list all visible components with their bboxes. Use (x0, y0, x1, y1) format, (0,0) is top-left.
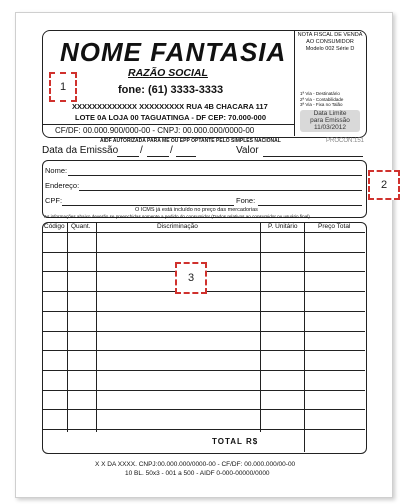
cnpj-divider (42, 124, 294, 125)
address-line-1: XXXXXXXXXXXXX XXXXXXXXX RUA 4B CHACARA 117 (72, 102, 268, 111)
vias-list: 1ª Via - Destinatário 2ª Via - Contabilidade 3ª Via - Fixa no Talão (300, 91, 344, 107)
items-table (42, 222, 367, 454)
brand-name: NOME FANTASIA (60, 37, 287, 67)
phone-label: Fone: (236, 196, 256, 205)
address-label: Endereço: (45, 181, 80, 190)
table-row[interactable] (42, 311, 365, 312)
emission-month-blank[interactable] (147, 156, 169, 157)
aidf-notice: AIDF AUTORIZADA PARA ME OU EPP OPTANTE PELO SIMPLES NACIONAL (100, 138, 281, 144)
info-note: As informações abaixo deverão se preenchidas somente a pedido do consumidor (Dados relativos ao consumidor ou usuário final) (44, 214, 310, 219)
footer-line-2: 10 BL. 50x3 - 001 a 500 - AIDF 0-000-00000/0000 (125, 470, 270, 477)
table-row[interactable] (42, 370, 365, 371)
table-row[interactable] (42, 390, 365, 391)
emission-day-blank[interactable] (117, 156, 139, 157)
emission-year-blank[interactable] (176, 156, 196, 157)
nf-title: NOTA FISCAL DE VENDA AO CONSUMIDOR Modelo 002 Série D (297, 32, 363, 52)
marker-2: 2 (368, 170, 400, 200)
date-separator: / (170, 145, 173, 156)
name-field[interactable] (68, 175, 362, 176)
cnpj-line: CF/DF: 00.000.900/000-00 - CNPJ: 00.000.000/0000-00 (55, 126, 255, 135)
table-row[interactable] (42, 350, 365, 351)
date-separator: / (140, 145, 143, 156)
address-line-2: LOTE 0A LOJA 00 TAGUATINGA - DF CEP: 70.000-000 (75, 113, 267, 122)
address-field[interactable] (79, 190, 362, 191)
column-divider (260, 222, 261, 432)
procon-label: PROCON:151 (326, 138, 365, 144)
marker-3: 3 (175, 262, 207, 294)
table-row[interactable] (42, 409, 365, 410)
column-divider (96, 222, 97, 432)
date-limit-stamp: Data Limite para Emissão 11/03/2012 (300, 110, 360, 132)
emission-date-label: Data da Emissão (42, 145, 119, 156)
table-row[interactable] (42, 232, 365, 233)
phone-field[interactable] (258, 205, 362, 206)
razao-social: RAZÃO SOCIAL (128, 67, 208, 79)
icms-note: O ICMS já está incluído no preço das mercadorias (135, 207, 258, 213)
name-label: Nome: (45, 166, 68, 175)
total-label: TOTAL R$ (212, 437, 259, 446)
column-divider (67, 222, 68, 432)
footer-line-1: X X DA XXXX. CNPJ:00.000.000/0000-00 - CF/DF: 00.000.000/00-00 (95, 461, 296, 468)
value-blank[interactable] (263, 156, 363, 157)
cpf-field[interactable] (62, 205, 234, 206)
col-header-codigo: Código (44, 223, 65, 230)
column-divider (304, 222, 305, 452)
table-row[interactable] (42, 252, 365, 253)
col-header-p-unitario: P. Unitário (268, 223, 298, 230)
col-header-quant: Quant. (71, 223, 91, 230)
col-header-discriminacao: Discriminação (157, 223, 198, 230)
phone: fone: (61) 3333-3333 (118, 84, 224, 96)
col-header-preco-total: Preço Total (318, 223, 351, 230)
marker-1: 1 (49, 72, 77, 102)
table-row[interactable] (42, 429, 365, 430)
cpf-label: CPF: (45, 196, 63, 205)
value-label: Valor (236, 145, 259, 156)
table-row[interactable] (42, 331, 365, 332)
